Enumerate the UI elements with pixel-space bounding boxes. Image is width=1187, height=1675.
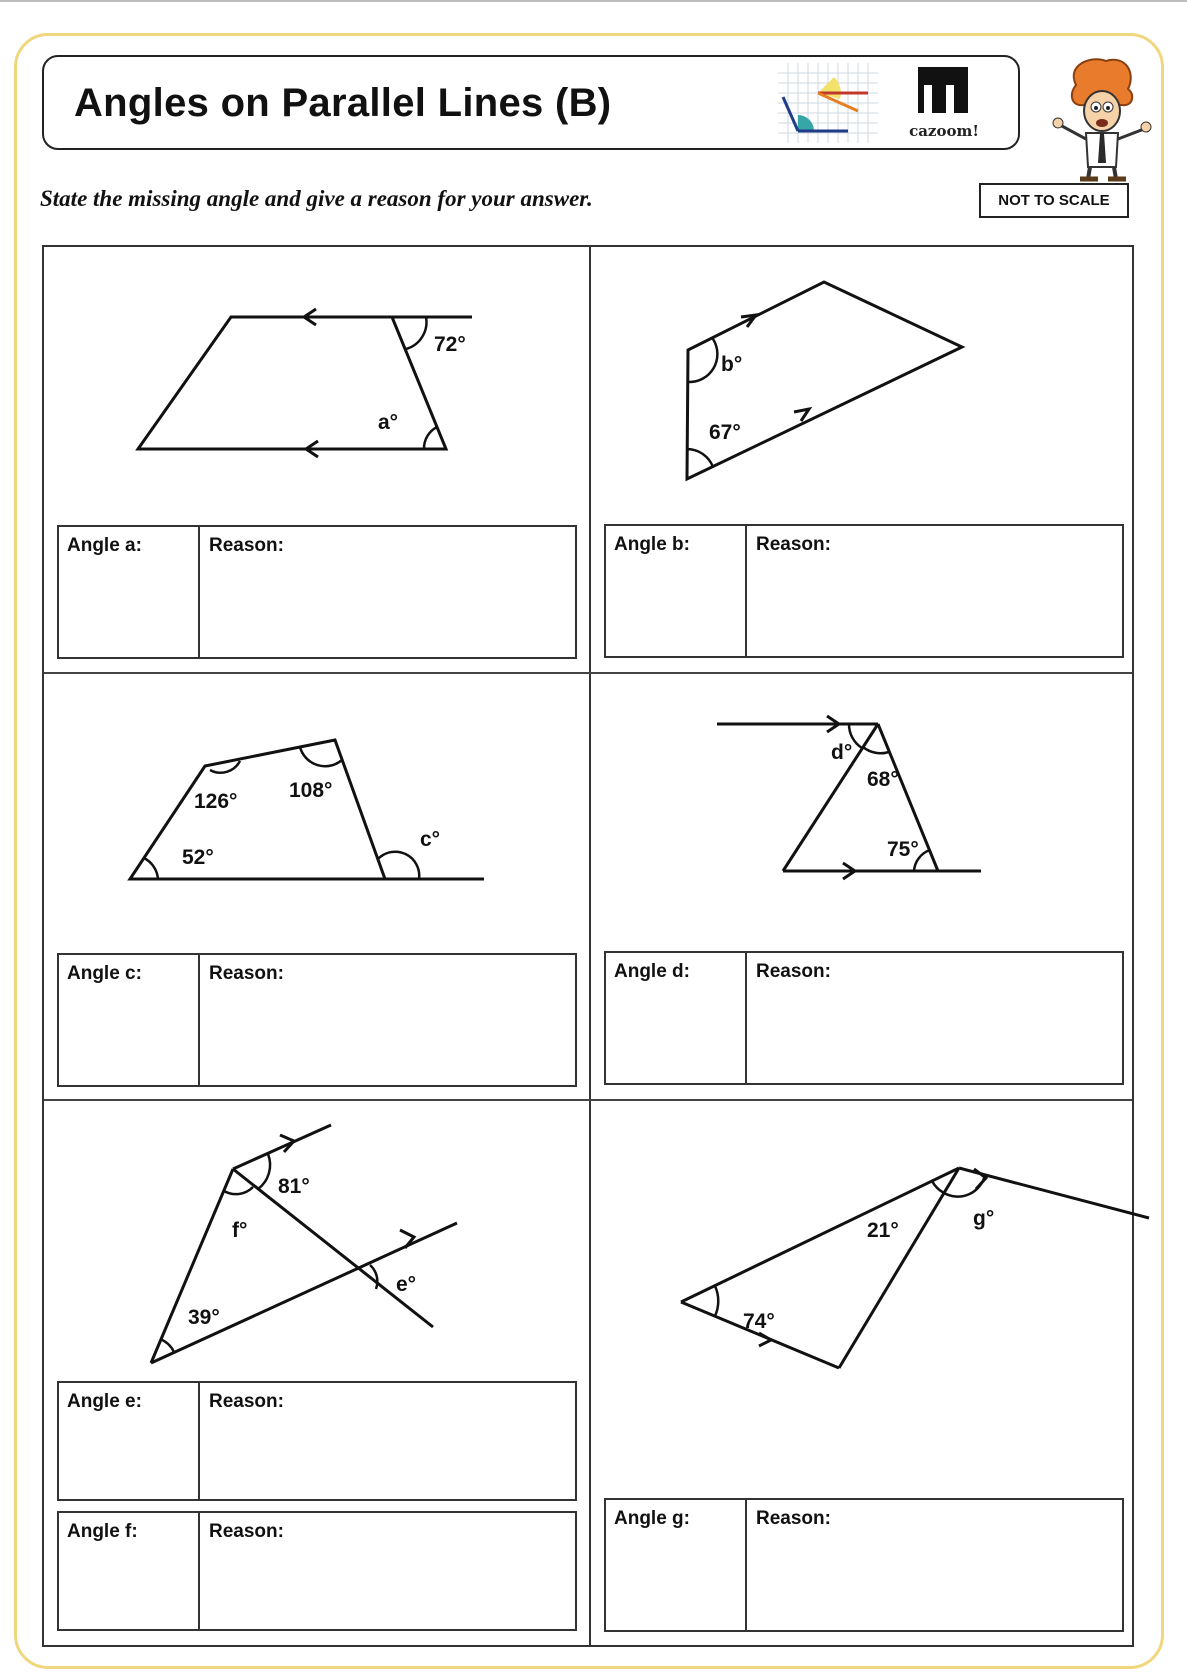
diagram-b	[591, 247, 1136, 487]
angle-label: Angle b:	[614, 534, 690, 555]
reason-label: Reason:	[209, 1521, 284, 1542]
answer-box-g	[604, 1498, 1124, 1632]
unknown-angle-label: e°	[396, 1273, 417, 1296]
reason-label: Reason:	[209, 963, 284, 984]
answer-box-a	[57, 525, 577, 659]
given-angle-label: 126°	[194, 790, 238, 813]
angle-label: Angle g:	[614, 1508, 690, 1529]
given-angle-label: 39°	[188, 1306, 220, 1329]
answer-box-d	[604, 951, 1124, 1085]
answer-separator	[198, 1513, 200, 1629]
title-box	[42, 55, 1020, 150]
diagram-d	[591, 674, 1136, 914]
brand-name: cazoom!	[909, 122, 979, 140]
given-angle-label: 75°	[887, 838, 919, 861]
angle-label: Angle c:	[67, 963, 142, 984]
answer-box-e	[57, 1381, 577, 1501]
answer-box-c	[57, 953, 577, 1087]
diagram-e-f	[44, 1101, 589, 1381]
instruction-text: State the missing angle and give a reason for your answer.	[40, 186, 593, 211]
angle-label: Angle d:	[614, 961, 690, 982]
given-angle-label: 68°	[867, 768, 899, 791]
answer-separator	[745, 1500, 747, 1630]
answer-box-b	[604, 524, 1124, 658]
given-angle-label: 72°	[434, 333, 466, 356]
given-angle-label: 21°	[867, 1219, 899, 1242]
angle-label: Angle e:	[67, 1391, 142, 1412]
answer-separator	[198, 1383, 200, 1499]
unknown-angle-label: b°	[721, 353, 743, 376]
given-angle-label: 74°	[743, 1310, 775, 1333]
cazoom-logo-icon	[898, 63, 988, 143]
diagram-a	[44, 247, 589, 487]
answer-separator	[198, 955, 200, 1085]
answer-separator	[745, 953, 747, 1083]
top-rule	[0, 0, 1187, 2]
answer-separator	[745, 526, 747, 656]
not-to-scale-badge: NOT TO SCALE	[979, 183, 1129, 218]
page-title: Angles on Parallel Lines (B)	[74, 81, 612, 125]
diagram-c	[44, 674, 589, 914]
reason-label: Reason:	[756, 534, 831, 555]
unknown-angle-label: a°	[378, 411, 399, 434]
angle-diagram-logo	[778, 63, 878, 143]
reason-label: Reason:	[209, 1391, 284, 1412]
unknown-angle-label: c°	[420, 828, 441, 851]
reason-label: Reason:	[756, 961, 831, 982]
angle-label: Angle a:	[67, 535, 142, 556]
angle-label: Angle f:	[67, 1521, 138, 1542]
reason-label: Reason:	[209, 535, 284, 556]
given-angle-label: 81°	[278, 1175, 310, 1198]
given-angle-label: 108°	[289, 779, 333, 802]
answer-separator	[198, 527, 200, 657]
question-grid	[42, 245, 1134, 1647]
answer-box-f	[57, 1511, 577, 1631]
given-angle-label: 52°	[182, 846, 214, 869]
given-angle-label: 67°	[709, 421, 741, 444]
unknown-angle-label: d°	[831, 741, 853, 764]
diagram-g	[591, 1101, 1136, 1401]
unknown-angle-label: g°	[973, 1207, 995, 1230]
unknown-angle-label: f°	[232, 1219, 248, 1242]
reason-label: Reason:	[756, 1508, 831, 1529]
mascot-icon	[1036, 55, 1162, 185]
